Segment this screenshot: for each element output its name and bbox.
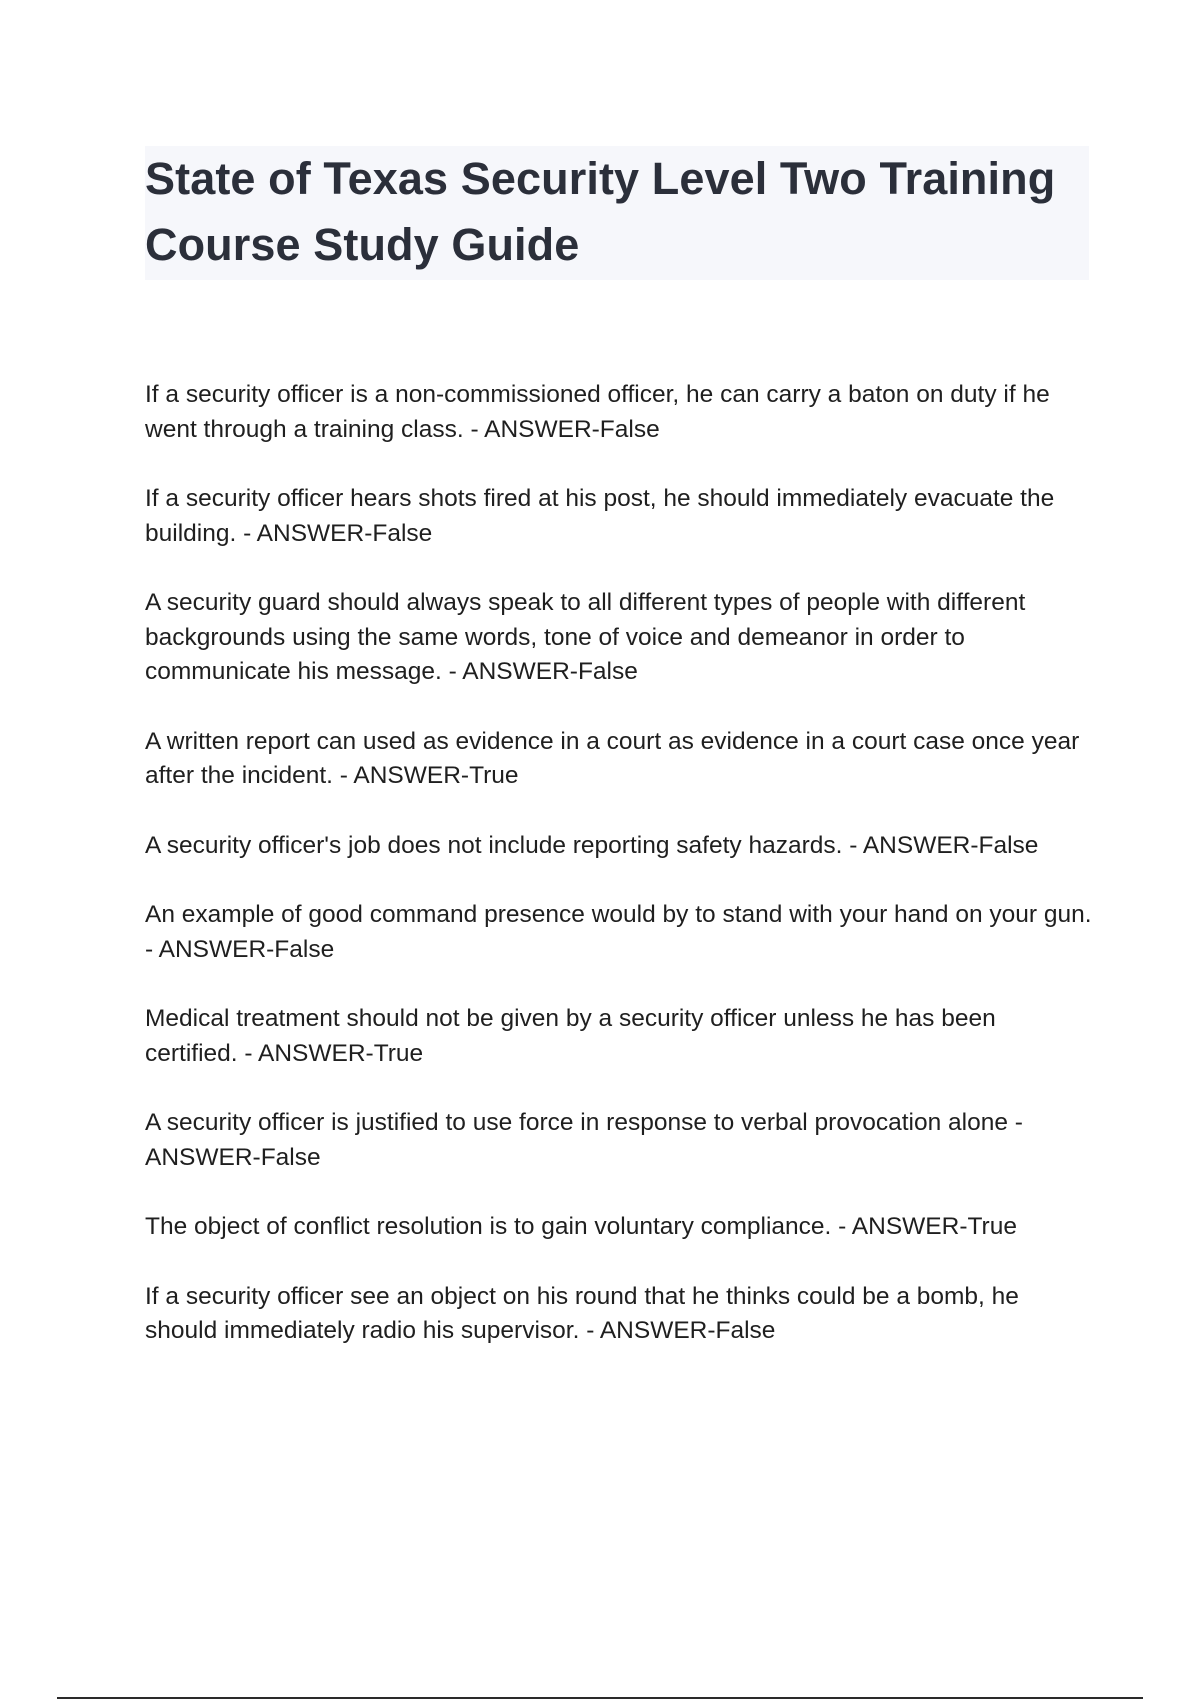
footer-divider: [57, 1697, 1143, 1699]
title-banner: [145, 146, 1089, 280]
qa-item: If a security officer see an object on his round that he thinks could be a bomb, he should immediately radio his supervisor. - ANSWER-False: [145, 1282, 1019, 1344]
question-answer-list: [145, 378, 1095, 1384]
qa-item: A written report can used as evidence in a court as evidence in a court case once year after the incident. - ANSWER-True: [145, 727, 1080, 789]
qa-item: A security officer's job does not include reporting safety hazards. - ANSWER-False: [145, 831, 1039, 859]
page-title: State of Texas Security Level Two Training Course Study Guide: [145, 153, 1056, 270]
qa-item: Medical treatment should not be given by a security officer unless he has been certified. - ANSWER-True: [145, 1005, 996, 1067]
qa-item: If a security officer hears shots fired at his post, he should immediately evacuate the building. - ANSWER-False: [145, 485, 1055, 547]
qa-item: A security guard should always speak to all different types of people with different backgrounds using the same words, tone of voice and demeanor in order to communicate his message. - ANSWER-False: [145, 589, 1026, 685]
qa-item: The object of conflict resolution is to gain voluntary compliance. - ANSWER-True: [145, 1213, 1017, 1240]
qa-item: A security officer is justified to use force in response to verbal provocation alone - ANSWER-False: [145, 1109, 1023, 1171]
qa-item: An example of good command presence would by to stand with your hand on your gun. - ANSWER-False: [145, 901, 1092, 963]
qa-item: If a security officer is a non-commissioned officer, he can carry a baton on duty if he went through a training class. - ANSWER-False: [145, 381, 1050, 443]
